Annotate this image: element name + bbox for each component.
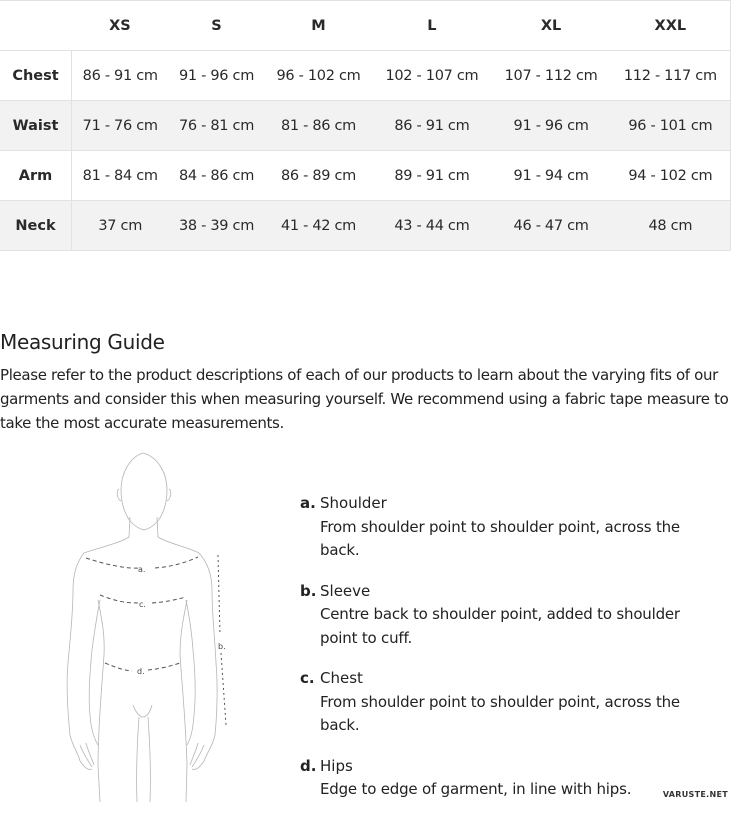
row-label: Chest	[0, 51, 72, 101]
left-hand	[80, 743, 94, 770]
size-header-row	[0, 1, 731, 51]
sleeve-measure-line	[218, 555, 226, 725]
size-header: L	[372, 1, 491, 51]
table-cell: 43 - 44 cm	[372, 201, 491, 251]
figure-label-a: a.	[138, 565, 146, 574]
body-measurement-figure	[60, 445, 260, 802]
right-arm-outer	[199, 553, 217, 761]
measurement-name: Sleeve	[320, 581, 371, 600]
size-header: M	[265, 1, 373, 51]
size-header: XS	[72, 1, 169, 51]
table-cell: 102 - 107 cm	[372, 51, 491, 101]
left-arm-inner	[89, 600, 100, 745]
measurement-description: From shoulder point to shoulder point, across the back.	[320, 517, 680, 559]
table-cell: 96 - 101 cm	[611, 101, 731, 151]
measurement-name: Chest	[320, 669, 363, 687]
figure-label-d: d.	[137, 667, 145, 676]
table-cell: 91 - 94 cm	[491, 151, 610, 201]
size-chart-table	[0, 0, 731, 251]
measurement-letters	[137, 565, 226, 676]
watermark: VARUSTE.NET	[662, 790, 728, 799]
measurement-lines	[86, 555, 226, 725]
figure-label-c: c.	[139, 600, 146, 609]
table-row-arm	[0, 151, 731, 201]
corner-cell	[0, 1, 72, 51]
table-cell: 112 - 117 cm	[611, 51, 731, 101]
table-cell: 81 - 86 cm	[265, 101, 373, 151]
measurement-letter: c.	[300, 669, 315, 687]
table-cell: 91 - 96 cm	[491, 101, 610, 151]
table-cell: 86 - 91 cm	[372, 101, 491, 151]
measurement-letter: a.	[300, 494, 316, 512]
table-cell: 46 - 47 cm	[491, 201, 610, 251]
torso-right	[180, 600, 187, 802]
leg-inner-left	[137, 717, 139, 802]
table-cell: 76 - 81 cm	[168, 101, 264, 151]
table-cell: 96 - 102 cm	[265, 51, 373, 101]
table-row-chest	[0, 51, 731, 101]
measurement-name: Shoulder	[320, 494, 387, 512]
crotch	[133, 705, 152, 717]
table-cell: 41 - 42 cm	[265, 201, 373, 251]
table-row-neck	[0, 201, 731, 251]
size-header: S	[168, 1, 264, 51]
measuring-guide-title: Measuring Guide	[0, 330, 165, 354]
torso-left	[98, 600, 104, 802]
right-arm-inner	[186, 600, 195, 745]
right-hand	[190, 743, 204, 770]
measurement-item-chest	[300, 667, 720, 738]
measurement-item-hips	[300, 755, 720, 802]
table-cell: 81 - 84 cm	[72, 151, 169, 201]
measurement-description: Edge to edge of garment, in line with hips.	[320, 780, 632, 798]
row-label: Arm	[0, 151, 72, 201]
table-cell: 71 - 76 cm	[72, 101, 169, 151]
left-arm-outer	[67, 553, 84, 761]
table-cell: 86 - 89 cm	[265, 151, 373, 201]
body-outline	[67, 453, 217, 802]
measurement-item-sleeve	[300, 580, 720, 651]
ear-left	[117, 489, 121, 501]
figure-label-b: b.	[218, 642, 226, 651]
measurement-name: Hips	[320, 756, 353, 775]
neck-right	[157, 517, 199, 553]
table-row-waist	[0, 101, 731, 151]
measurement-letter: b.	[300, 581, 317, 600]
neck-left	[84, 517, 130, 553]
size-header: XL	[491, 1, 610, 51]
leg-inner-right	[148, 717, 150, 802]
measurement-description: Centre back to shoulder point, added to shoulder point to cuff.	[320, 605, 680, 647]
measurement-list	[300, 492, 720, 819]
table-cell: 91 - 96 cm	[168, 51, 264, 101]
measurement-item-shoulder	[300, 492, 720, 563]
table-cell: 84 - 86 cm	[168, 151, 264, 201]
row-label: Neck	[0, 201, 72, 251]
measurement-letter: d.	[300, 756, 317, 775]
table-cell: 94 - 102 cm	[611, 151, 731, 201]
table-cell: 48 cm	[611, 201, 731, 251]
table-cell: 107 - 112 cm	[491, 51, 610, 101]
size-header: XXL	[611, 1, 731, 51]
row-label: Waist	[0, 101, 72, 151]
table-cell: 37 cm	[72, 201, 169, 251]
table-cell: 38 - 39 cm	[168, 201, 264, 251]
table-cell: 86 - 91 cm	[72, 51, 169, 101]
measuring-guide-intro: Please refer to the product descriptions of each of our products to learn about the varying fits of our garments and consider this when measuring yourself. We recommend using a fabric tape measure to take the most accurate measurements.	[0, 366, 729, 432]
measurement-description: From shoulder point to shoulder point, across the back.	[320, 692, 680, 734]
table-cell: 89 - 91 cm	[372, 151, 491, 201]
head-outline	[121, 453, 167, 530]
ear-right	[167, 489, 171, 501]
